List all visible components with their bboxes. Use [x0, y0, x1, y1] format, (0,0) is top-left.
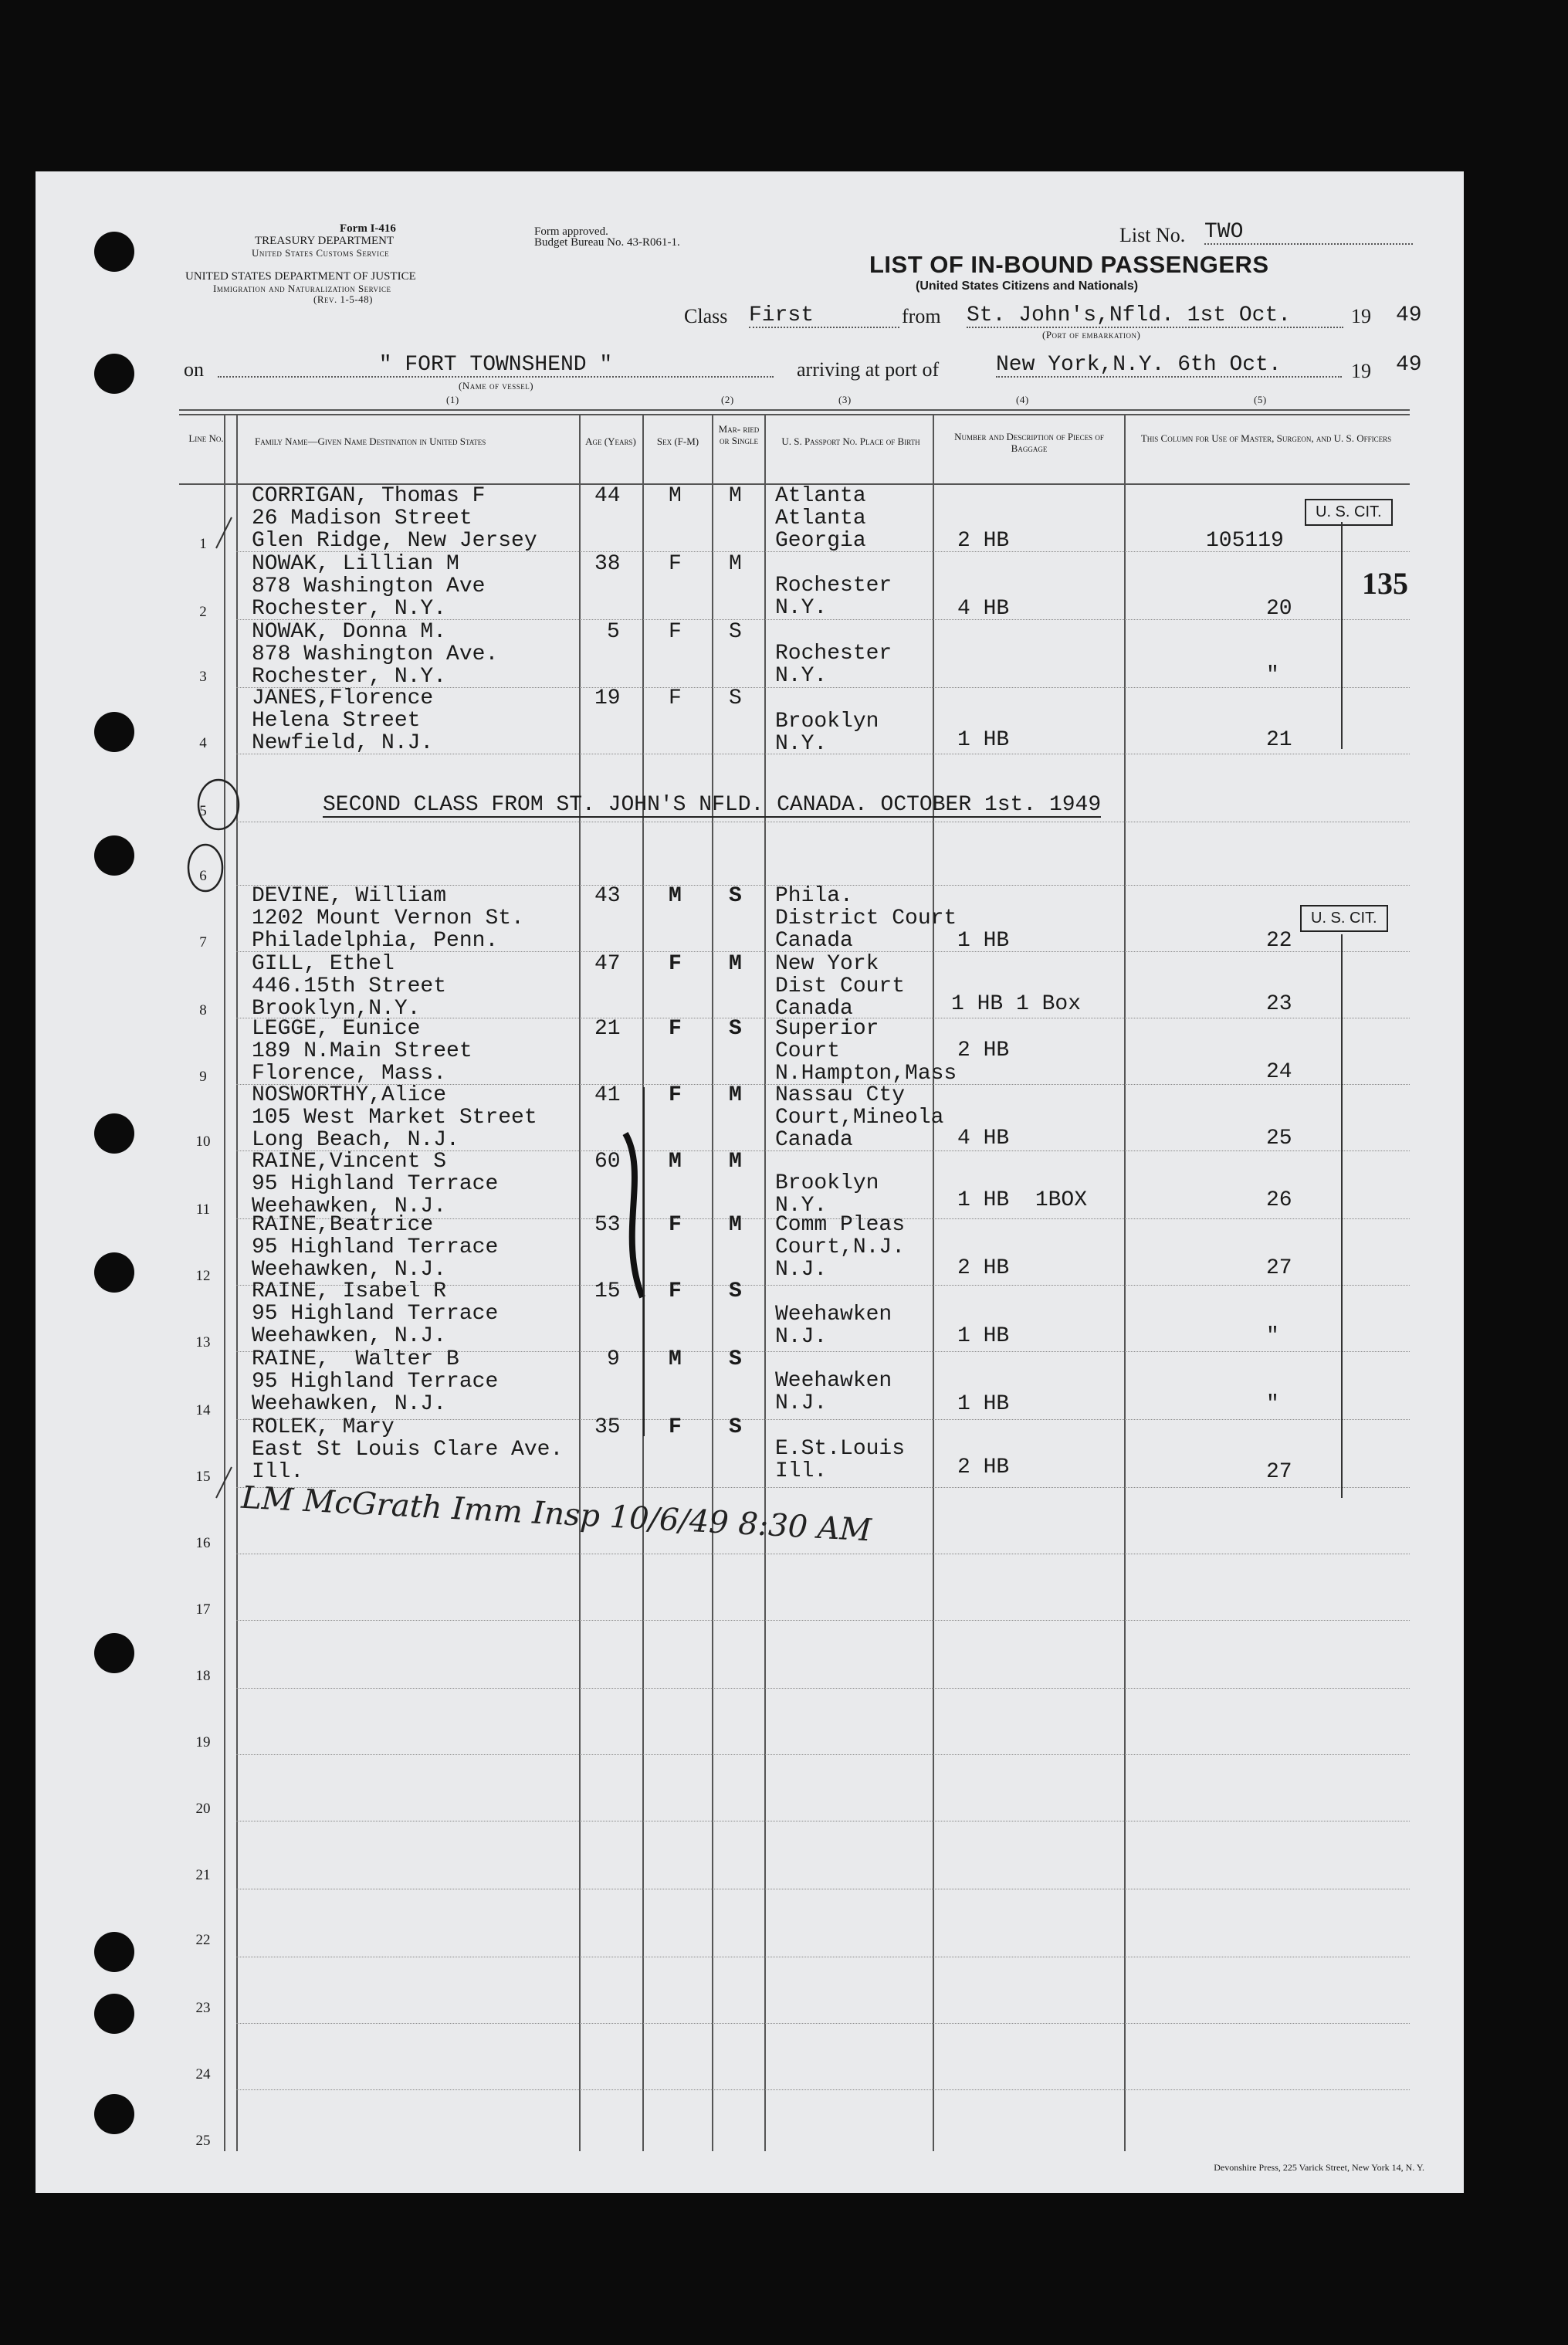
passenger-birthplace: Phila. District Court Canada: [775, 884, 957, 953]
passenger-age: 44: [594, 484, 621, 508]
passenger-name-address: RAINE, Walter B 95 Highland Terrace Weehawken, N.J.: [252, 1347, 499, 1416]
col-header-birthplace: U. S. Passport No. Place of Birth: [781, 435, 920, 447]
year-value: 49: [1396, 303, 1422, 327]
year-value: 49: [1396, 353, 1422, 377]
customs-service: United States Customs Service: [252, 247, 390, 259]
passenger-baggage: 1 HB: [957, 1324, 1010, 1348]
col-header-name: Family Name—Given Name Destination in United States: [255, 435, 486, 447]
passenger-baggage: 2 HB: [957, 1039, 1010, 1062]
passenger-marital: M: [729, 484, 742, 508]
passenger-name-address: GILL, Ethel 446.15th Street Brooklyn,N.Y.: [252, 952, 447, 1021]
form-approved: Form approved.: [534, 225, 608, 238]
citizen-stamp: U. S. CIT.: [1305, 499, 1393, 526]
immigration-service: Immigration and Naturalization Service: [213, 283, 391, 294]
line-number: 4: [199, 735, 207, 751]
passenger-marital: M: [729, 1083, 742, 1107]
port-of-embarkation: St. John's,Nfld. 1st Oct.: [967, 304, 1343, 328]
passenger-baggage: 1 HB 1 Box: [951, 992, 1082, 1016]
passenger-name-address: RAINE,Vincent S 95 Highland Terrace Weehawken, N.J.: [252, 1150, 499, 1218]
budget-bureau: Budget Bureau No. 43-R061-1.: [534, 236, 680, 249]
passenger-birthplace: Comm Pleas Court,N.J. N.J.: [775, 1213, 906, 1282]
line-number: 15: [195, 1469, 211, 1485]
officer-note: 23: [1266, 992, 1292, 1016]
officer-note: 27: [1266, 1460, 1292, 1484]
passenger-sex: M: [669, 484, 682, 508]
line-number: 21: [195, 1867, 211, 1883]
class-label: Class: [684, 305, 728, 327]
passenger-age: 9: [607, 1347, 620, 1371]
passenger-sex: F: [669, 1279, 682, 1303]
line-number: 9: [199, 1069, 207, 1085]
line-number: 10: [195, 1134, 211, 1150]
passenger-name-address: RAINE,Beatrice 95 Highland Terrace Weehawken, N.J.: [252, 1213, 499, 1282]
passenger-birthplace: Atlanta Atlanta Georgia: [775, 484, 866, 553]
passenger-birthplace: E.St.Louis Ill.: [775, 1437, 906, 1483]
officer-note: 105119: [1206, 529, 1284, 553]
col-number: (4): [1016, 394, 1029, 405]
passenger-sex: F: [669, 1017, 682, 1041]
printer-imprint: Devonshire Press, 225 Varick Street, New York 14, N. Y.: [1214, 2162, 1424, 2173]
passenger-birthplace: Weehawken N.J.: [775, 1369, 892, 1415]
col-header-age: Age (Years): [585, 435, 636, 447]
passenger-birthplace: Superior Court N.Hampton,Mass: [775, 1017, 957, 1086]
passenger-name-address: NOSWORTHY,Alice 105 West Market Street Long Beach, N.J.: [252, 1083, 537, 1152]
officer-note: 21: [1266, 728, 1292, 752]
passenger-marital: M: [729, 552, 742, 576]
passenger-birthplace: New York Dist Court Canada: [775, 952, 906, 1021]
vessel-name: " FORT TOWNSHEND ": [218, 354, 774, 378]
passenger-baggage: 2 HB: [957, 1455, 1010, 1479]
passenger-baggage: 1 HB: [957, 1392, 1010, 1416]
passenger-marital: S: [729, 1279, 742, 1303]
col-header-married: Mar- ried or Single: [718, 423, 760, 446]
passenger-birthplace: Rochester N.Y.: [775, 574, 892, 620]
line-number: 8: [199, 1002, 207, 1018]
officer-note: 26: [1266, 1188, 1292, 1212]
passenger-sex: F: [669, 686, 682, 710]
passenger-sex: F: [669, 1083, 682, 1107]
line-number: 3: [199, 669, 207, 685]
passenger-birthplace: Brooklyn N.Y.: [775, 1171, 879, 1218]
vessel-caption: (Name of vessel): [459, 380, 534, 391]
line-number: 11: [195, 1201, 211, 1218]
line-number: 5: [199, 803, 207, 819]
line-number: 12: [195, 1268, 211, 1284]
line-number: 2: [199, 604, 207, 620]
passenger-sex: M: [669, 1347, 682, 1371]
class-value: First: [749, 304, 899, 328]
passenger-name-address: LEGGE, Eunice 189 N.Main Street Florence, Mass.: [252, 1017, 472, 1086]
line-number: 19: [195, 1734, 211, 1750]
passenger-sex: F: [669, 1415, 682, 1439]
passenger-sex: F: [669, 1213, 682, 1237]
line-number: 25: [195, 2133, 211, 2149]
passenger-birthplace: Weehawken N.J.: [775, 1303, 892, 1349]
col-header-sex: Sex (F-M): [656, 435, 699, 447]
passenger-baggage: 4 HB: [957, 1127, 1010, 1150]
arrival-port: New York,N.Y. 6th Oct.: [996, 354, 1342, 378]
col-number: (5): [1254, 394, 1267, 405]
passenger-marital: S: [729, 884, 742, 908]
list-no: TWO: [1204, 221, 1413, 245]
form-subtitle: (United States Citizens and Nationals): [916, 280, 1139, 293]
passenger-age: 19: [594, 686, 621, 710]
form-number: Form I-416: [340, 222, 396, 235]
officer-note: ": [1266, 1392, 1279, 1416]
col-header-officers: This Column for Use of Master, Surgeon, and U. S. Officers: [1140, 432, 1392, 444]
passenger-name-address: ROLEK, Mary East St Louis Clare Ave. Ill.: [252, 1415, 564, 1484]
passenger-baggage: 1 HB 1BOX: [957, 1188, 1088, 1212]
officer-note: ": [1266, 1324, 1279, 1348]
col-number: (2): [721, 394, 734, 405]
passenger-baggage: 1 HB: [957, 929, 1010, 953]
passenger-marital: M: [729, 952, 742, 976]
passenger-sex: F: [669, 552, 682, 576]
passenger-age: 15: [594, 1279, 621, 1303]
passenger-baggage: 2 HB: [957, 529, 1010, 553]
passenger-sex: M: [669, 1150, 682, 1174]
officer-note: 22: [1266, 929, 1292, 953]
passenger-age: 35: [594, 1415, 621, 1439]
line-number: 1: [199, 536, 207, 552]
line-number: 22: [195, 1932, 211, 1948]
passenger-age: 43: [594, 884, 621, 908]
passenger-baggage: 1 HB: [957, 728, 1010, 752]
passenger-age: 60: [594, 1150, 621, 1174]
col-number: (1): [446, 394, 459, 405]
port-caption: (Port of embarkation): [1042, 329, 1141, 341]
form-title: LIST OF IN-BOUND PASSENGERS: [869, 251, 1269, 278]
passenger-name-address: JANES,Florence Helena Street Newfield, N.J.: [252, 686, 434, 755]
line-number: 17: [195, 1601, 211, 1618]
section-heading: SECOND CLASS FROM ST. JOHN'S NFLD. CANADA. OCTOBER 1st. 1949: [323, 793, 1102, 817]
passenger-name-address: NOWAK, Donna M. 878 Washington Ave. Rochester, N.Y.: [252, 620, 499, 689]
line-number: 7: [199, 934, 207, 951]
year-prefix: 19: [1351, 305, 1371, 327]
line-number: 23: [195, 2000, 211, 2016]
col-header-line: Line No.: [188, 432, 224, 444]
passenger-sex: F: [669, 620, 682, 644]
col-header-baggage: Number and Description of Pieces of Baggage: [954, 431, 1104, 454]
treasury-dept: TREASURY DEPARTMENT: [255, 235, 395, 247]
passenger-age: 47: [594, 952, 621, 976]
passenger-sex: M: [669, 884, 682, 908]
officer-note: 27: [1266, 1256, 1292, 1280]
citizen-stamp: U. S. CIT.: [1300, 905, 1388, 932]
passenger-marital: S: [729, 620, 742, 644]
passenger-marital: S: [729, 686, 742, 710]
passenger-age: 41: [594, 1083, 621, 1107]
line-number: 24: [195, 2066, 211, 2082]
passenger-marital: M: [729, 1213, 742, 1237]
passenger-name-address: CORRIGAN, Thomas F 26 Madison Street Glen Ridge, New Jersey: [252, 484, 537, 553]
passenger-marital: S: [729, 1415, 742, 1439]
line-number: 18: [195, 1668, 211, 1684]
passenger-age: 53: [594, 1213, 621, 1237]
passenger-marital: M: [729, 1150, 742, 1174]
officer-note: 25: [1266, 1127, 1292, 1150]
passenger-baggage: 4 HB: [957, 597, 1010, 621]
from-label: from: [902, 305, 941, 327]
passenger-age: 5: [607, 620, 620, 644]
passenger-age: 38: [594, 552, 621, 576]
passenger-name-address: NOWAK, Lillian M 878 Washington Ave Rochester, N.Y.: [252, 552, 486, 621]
passenger-name-address: DEVINE, William 1202 Mount Vernon St. Philadelphia, Penn.: [252, 884, 524, 953]
officer-note: 24: [1266, 1060, 1292, 1084]
officer-note: ": [1266, 663, 1279, 687]
list-no-label: List No.: [1119, 224, 1186, 246]
arriving-label: arriving at port of: [797, 358, 940, 381]
passenger-sex: F: [669, 952, 682, 976]
passenger-name-address: RAINE, Isabel R 95 Highland Terrace Weehawken, N.J.: [252, 1279, 499, 1348]
justice-dept: UNITED STATES DEPARTMENT OF JUSTICE: [185, 270, 416, 283]
on-label: on: [184, 358, 204, 381]
line-number: 6: [199, 868, 207, 884]
year-prefix: 19: [1351, 360, 1371, 382]
passenger-marital: S: [729, 1347, 742, 1371]
revision: (Rev. 1-5-48): [313, 293, 373, 305]
inspector-signature: LM McGrath Imm Insp 10/6/49 8:30 AM: [240, 1479, 872, 1549]
line-number: 16: [195, 1535, 211, 1551]
passenger-birthplace: Brooklyn N.Y.: [775, 710, 879, 756]
officer-note: 20: [1266, 597, 1292, 621]
line-number: 14: [195, 1402, 211, 1418]
margin-number: 135: [1362, 566, 1408, 601]
line-number: 13: [195, 1334, 211, 1350]
line-number: 20: [195, 1801, 211, 1817]
passenger-birthplace: Nassau Cty Court,Mineola Canada: [775, 1083, 944, 1152]
passenger-birthplace: Rochester N.Y.: [775, 642, 892, 688]
col-number: (3): [838, 394, 852, 405]
passenger-marital: S: [729, 1017, 742, 1041]
passenger-age: 21: [594, 1017, 621, 1041]
passenger-baggage: 2 HB: [957, 1256, 1010, 1280]
